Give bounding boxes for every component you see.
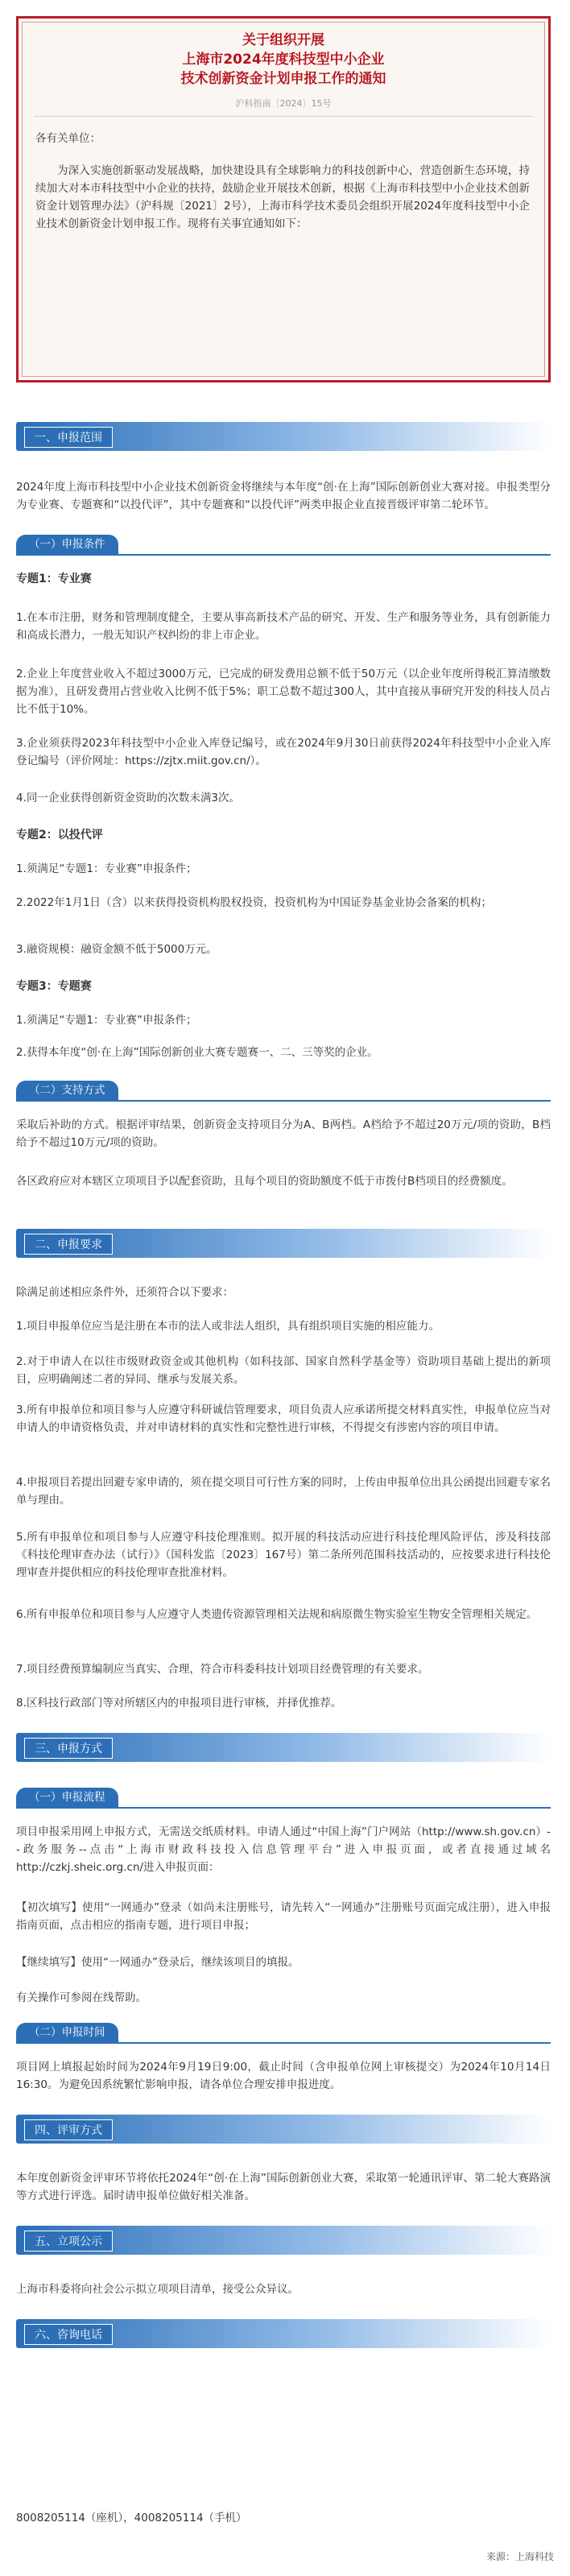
subsection-header-support (16, 1081, 551, 1102)
section-title-scope: 一、申报范围 (24, 427, 113, 448)
notice-divider (34, 116, 533, 117)
timing-paragraph: 项目网上填报起始时间为2024年9月19日9:00，截止时间（含申报单位网上审核提交）为2024年10月14日16:30。为避免因系统繁忙影响申报，请各单位合理安排申报进度。 (16, 2061, 551, 2091)
subsection-header-timing (16, 2023, 551, 2044)
section-title-contact: 六、咨询电话 (24, 2324, 113, 2345)
section-header-publicity (16, 2226, 551, 2255)
section-title-requirements: 二、申报要求 (24, 1234, 113, 1255)
topic2-condition-1: 1.须满足“专题1：专业赛”申报条件； (16, 862, 197, 875)
article-source: 来源：上海科技 (485, 2551, 554, 2562)
notice-body: 为深入实施创新驱动发展战略，加快建设具有全球影响力的科技创新中心，营造创新生态环境，持续加大对本市科技型中小企业的扶持，鼓励企业开展技术创新，根据《上海市科技型中小企业技术创新资金计划管理办法》（沪科规〔2021〕2号），上海市科学技术委员会组织开展2024年度科技型中小企业技术创新资金计划申报工作。现将有关事宜通知如下： (35, 164, 530, 230)
support-paragraph-1: 采取后补助的方式。根据评审结果，创新资金支持项目分为A、B两档。A档给予不超过20万元/项的资助，B档给予不超过10万元/项的资助。 (16, 1118, 551, 1149)
subsection-title-process: （一）申报流程 (16, 1788, 118, 1807)
subsection-header-conditions (16, 535, 551, 556)
contact-phone-numbers: 8008205114（座机），4008205114（手机） (16, 2512, 247, 2524)
scope-intro: 2024年度上海市科技型中小企业技术创新资金将继续与本年度“创·在上海”国际创新创业大赛对接。申报类型分为专业赛、专题赛和“以投代评”，其中专题赛和“以投代评”两类申报企业直接晋级评审第二轮环节。 (16, 481, 551, 511)
section-header-review (16, 2115, 551, 2144)
notice-title (23, 31, 544, 89)
subsection-header-process (16, 1788, 551, 1809)
topic2-condition-3: 3.融资规模：融资金额不低于5000万元。 (16, 943, 217, 956)
process-paragraph-4: 有关操作可参阅在线帮助。 (16, 1991, 147, 2004)
requirement-3: 3.所有申报单位和项目参与人应遵守科研诚信管理要求，项目负责人应承诺所提交材料真实性，申报单位应当对申请人的申请资格负责，并对申请材料的真实性和完整性进行审核，不得提交有涉密内容的项目申请。 (16, 1404, 551, 1434)
subsection-title-conditions: （一）申报条件 (16, 535, 118, 554)
requirement-5: 5.所有申报单位和项目参与人应遵守科技伦理准则。拟开展的科技活动应进行科技伦理风险评估，涉及科技部《科技伦理审查办法（试行）》（国科发监〔2023〕167号）第二条所列范围科技活动的，应按要求进行科技伦理审查并提供相应的科技伦理审查批准材料。 (16, 1531, 551, 1579)
subsection-title-support: （二）支持方式 (16, 1081, 118, 1100)
notice-inner-frame (22, 22, 545, 377)
notice-greeting: 各有关单位： (35, 132, 101, 145)
requirement-8: 8.区科技行政部门等对所辖区内的申报项目进行审核，并择优推荐。 (16, 1697, 342, 1710)
topic2-condition-2: 2.2022年1月1日（含）以来获得投资机构股权投资，投资机构为中国证券基金业协会备案的机构； (16, 896, 492, 909)
notice-title-line-1: 关于组织开展 (242, 32, 324, 48)
subsection-title-timing: （二）申报时间 (16, 2023, 118, 2042)
topic3-condition-2: 2.获得本年度“创·在上海”国际创新创业大赛专题赛一、二、三等奖的企业。 (16, 1046, 378, 1059)
process-paragraph-1: 项目申报采用网上申报方式，无需送交纸质材料。申请人通过“中国上海”门户网站（http://www.sh.gov.cn）--政务服务--点击“上海市财政科技投入信息管理平台”进入申报页面，或者直接通过域名http://czkj.sheic.org.cn/进入申报页面： (16, 1826, 551, 1874)
requirement-7: 7.项目经费预算编制应当真实、合理，符合市科委科技计划项目经费管理的有关要求。 (16, 1663, 429, 1676)
topic1-condition-1: 1.在本市注册，财务和管理制度健全，主要从事高新技术产品的研究、开发、生产和服务等业务，具有创新能力和高成长潜力，一般无知识产权纠纷的非上市企业。 (16, 611, 551, 642)
notice-box (16, 16, 551, 382)
requirement-6: 6.所有申报单位和项目参与人应遵守人类遗传资源管理相关法规和病原微生物实验室生物安全管理相关规定。 (16, 1608, 538, 1621)
topic1-condition-4: 4.同一企业获得创新资金资助的次数未满3次。 (16, 792, 240, 804)
section-title-publicity: 五、立项公示 (24, 2231, 113, 2251)
section-title-review: 四、评审方式 (24, 2119, 113, 2140)
topic3-title: 专题3：专题赛 (16, 980, 92, 993)
process-paragraph-3: 【继续填写】使用“一网通办”登录后，继续该项目的填报。 (16, 1956, 299, 1969)
notice-title-line-3: 技术创新资金计划申报工作的通知 (180, 71, 386, 87)
section-header-scope (16, 422, 551, 451)
topic2-title: 专题2：以投代评 (16, 829, 103, 841)
process-paragraph-2: 【初次填写】使用“一网通办”登录（如尚未注册账号，请先转入“一网通办”注册账号页面完成注册），进入申报指南页面，点击相应的指南专题，进行项目申报； (16, 1901, 551, 1932)
requirements-intro: 除满足前述相应条件外，还须符合以下要求： (16, 1286, 233, 1299)
topic1-condition-2: 2.企业上年度营业收入不超过3000万元，已完成的研发费用总额不低于50万元（以企业年度所得税汇算清缴数据为准），且研发费用占营业收入比例不低于5%；职工总数不超过300人，其中直接从事研究开发的科技人员占比不低于10%。 (16, 668, 551, 716)
requirement-1: 1.项目申报单位应当是注册在本市的法人或非法人组织，具有组织项目实施的相应能力。 (16, 1320, 440, 1333)
notice-reference-number: 沪科指南〔2024〕15号 (235, 98, 332, 109)
topic1-title: 专题1：专业赛 (16, 573, 92, 585)
topic1-condition-3: 3.企业须获得2023年科技型中小企业入库登记编号，或在2024年9月30日前获得2024年科技型中小企业入库登记编号（评价网址：https://zjtx.miit.gov.cn/）。 (16, 737, 551, 767)
section-title-method: 三、申报方式 (24, 1738, 113, 1759)
section-header-method (16, 1733, 551, 1762)
requirement-2: 2.对于申请人在以往市级财政资金或其他机构（如科技部、国家自然科学基金等）资助项目基础上提出的新项目，应明确阐述二者的异同、继承与发展关系。 (16, 1355, 551, 1386)
review-paragraph: 本年度创新资金评审环节将依托2024年“创·在上海”国际创新创业大赛，采取第一轮通讯评审、第二轮大赛路演等方式进行评选。届时请申报单位做好相关准备。 (16, 2172, 551, 2202)
section-header-contact (16, 2319, 551, 2348)
support-paragraph-2: 各区政府应对本辖区立项项目予以配套资助，且每个项目的资助额度不低于市拨付B档项目的经费额度。 (16, 1175, 513, 1188)
publicity-paragraph: 上海市科委将向社会公示拟立项项目清单，接受公众异议。 (16, 2283, 299, 2296)
section-header-requirements (16, 1229, 551, 1258)
notice-title-line-2: 上海市2024年度科技型中小企业 (182, 52, 385, 68)
topic3-condition-1: 1.须满足“专题1：专业赛”申报条件； (16, 1014, 197, 1027)
requirement-4: 4.申报项目若提出回避专家申请的，须在提交项目可行性方案的同时，上传由申报单位出具公函提出回避专家名单与理由。 (16, 1476, 551, 1507)
